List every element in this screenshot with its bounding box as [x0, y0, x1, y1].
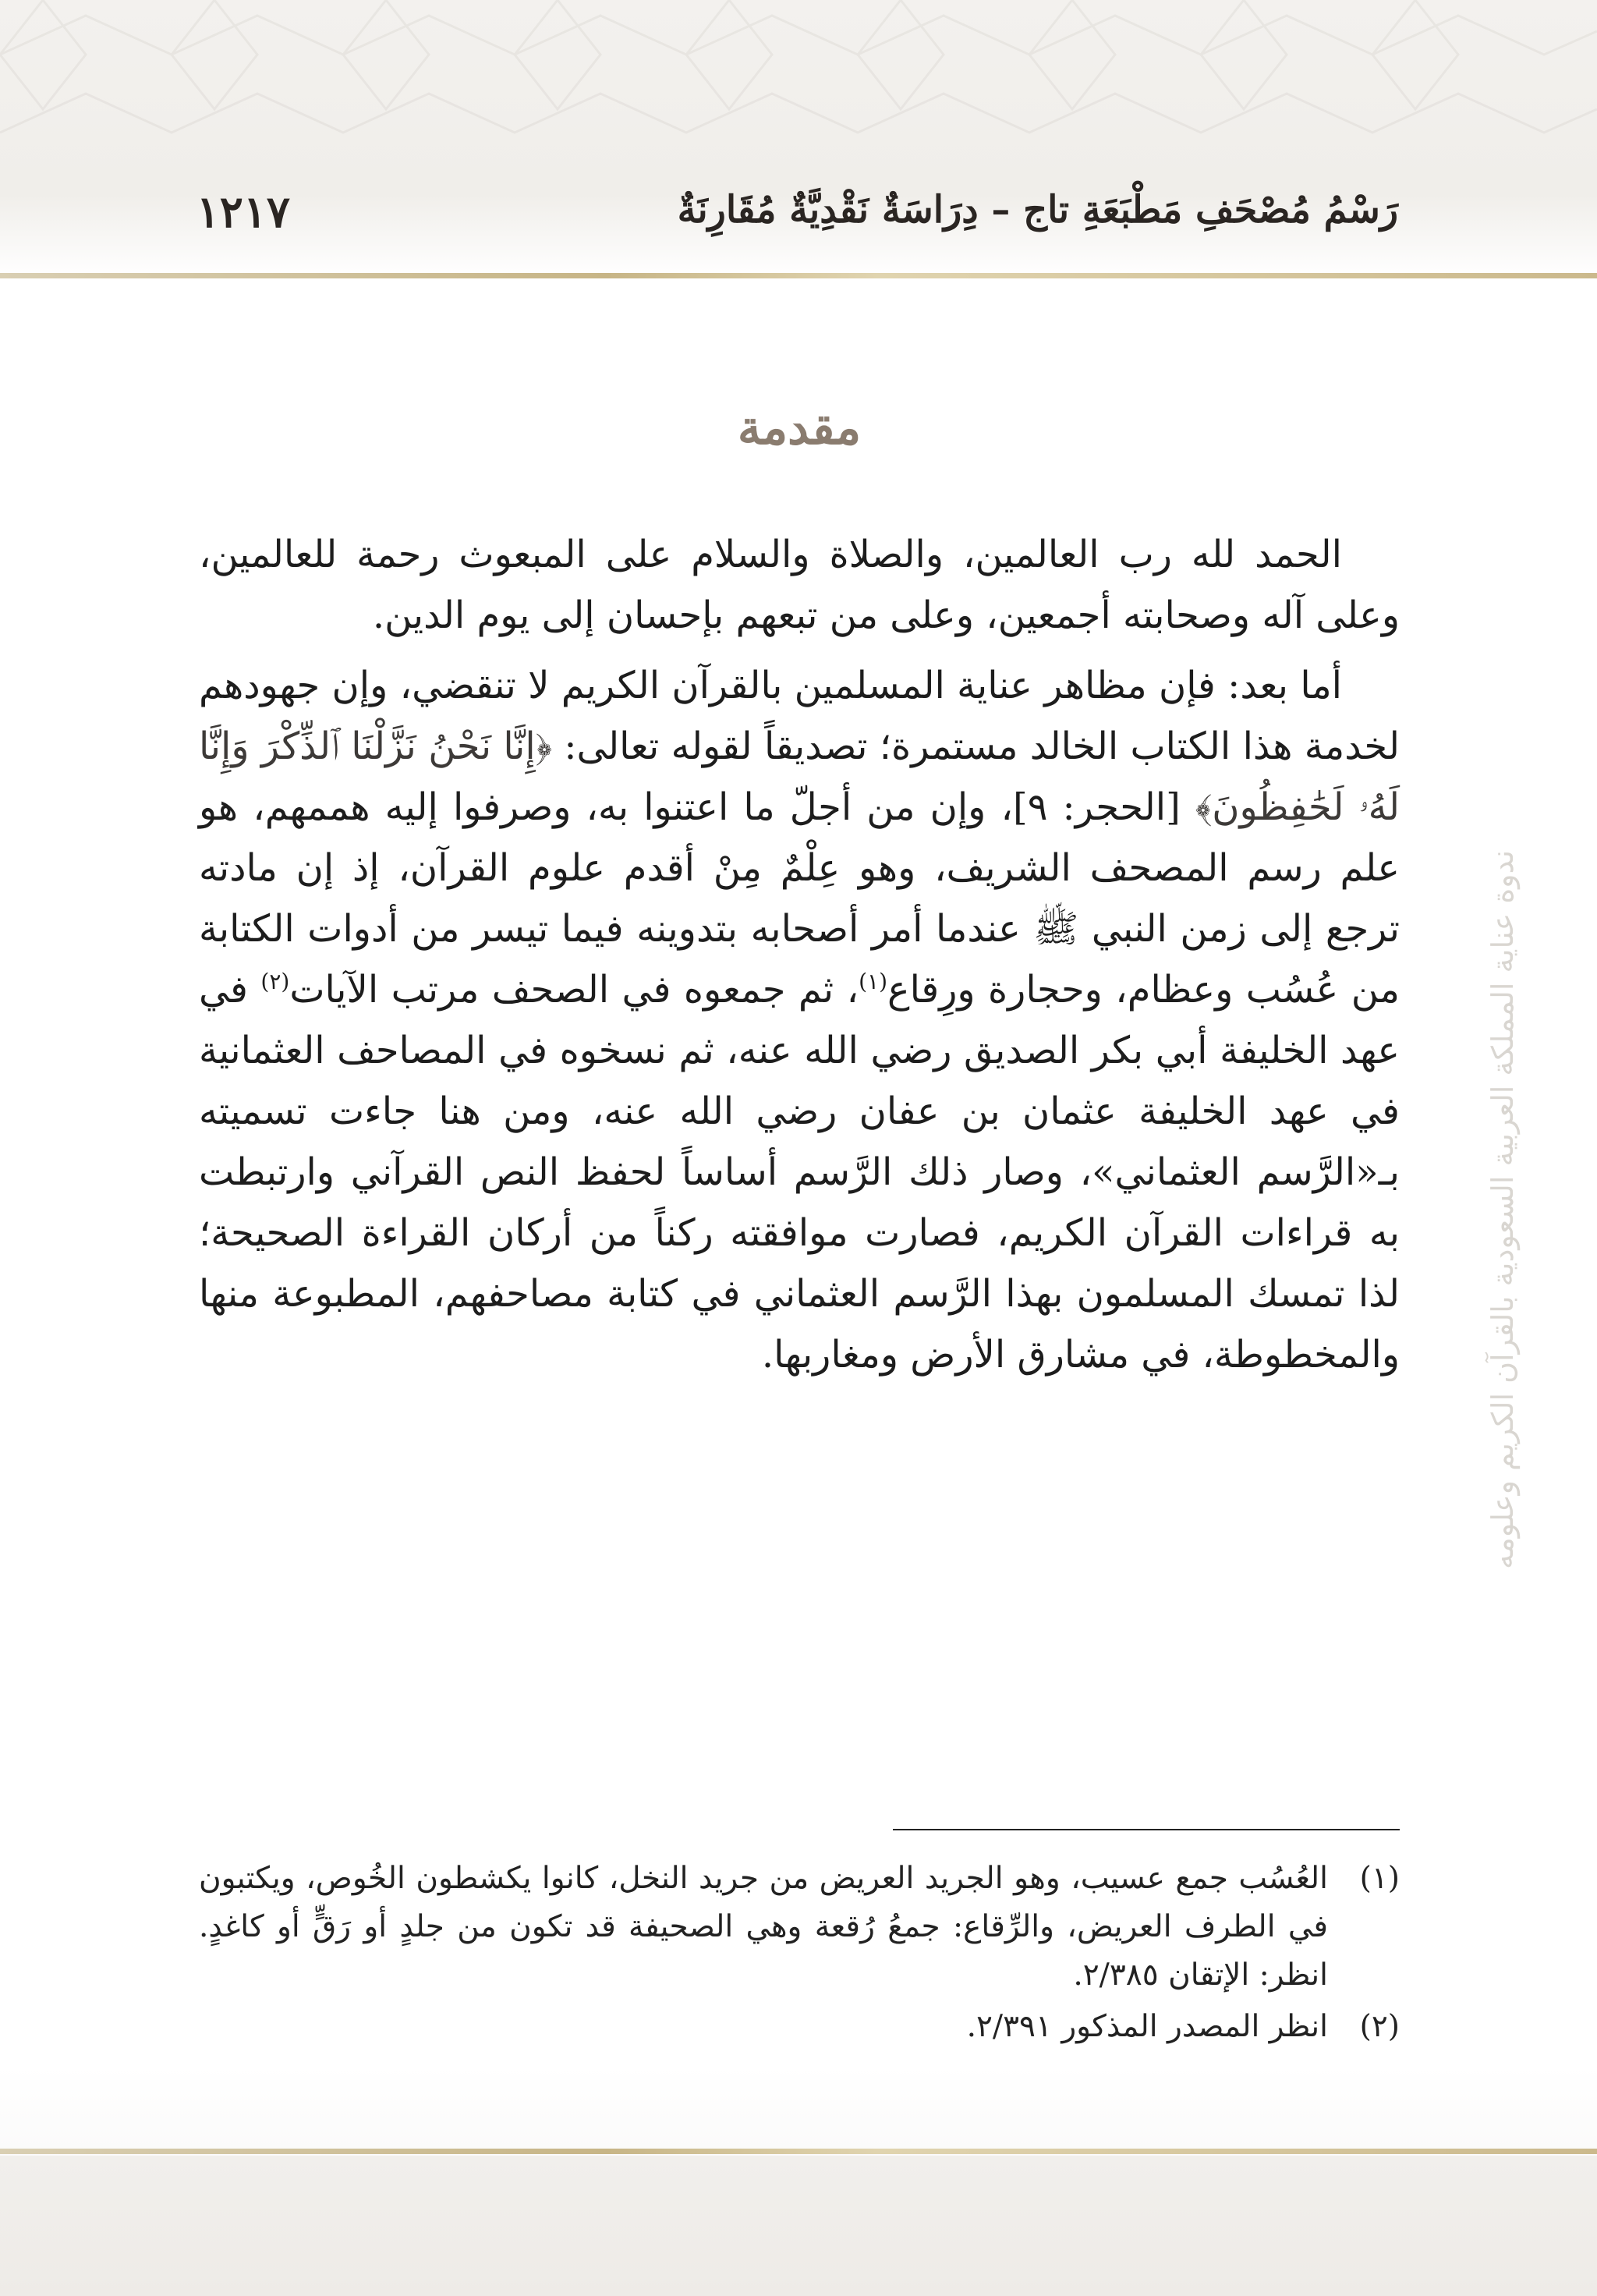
footnote-separator: [893, 1829, 1400, 1830]
body-text: [199, 524, 1400, 1385]
header-gold-rule: [0, 273, 1597, 278]
vertical-side-title: ندوة عناية المملكة العربية السعودية بالقرآن الكريم وعلومه: [1485, 850, 1520, 1570]
verse-citation: [الحجر: ٩]: [1012, 785, 1195, 829]
paragraph-text-after-reference-2: في عهد الخليفة أبي بكر الصديق رضي الله عنه، ثم نسخوه في المصاحف العثمانية في عهد الخليفة عثمان بن عفان رضي الله عنه، ومن هنا جاءت تسميته بـ«الرَّسم العثماني»، وصار ذلك الرَّسم أساساً لحفظ النص القرآني وارتبطت به قراءات القرآن الكريم، فصارت موافقته ركناً من أركان القراءة الصحيحة؛ لذا تمسك المسلمون بهذا الرَّسم العثماني في كتابة مصاحفهم، المطبوعة منها والمخطوطة، في مشارق الأرض ومغاربها.: [199, 968, 1400, 1377]
paragraph-text-after-reference-1: ، ثم جمعوه في الصحف مرتب الآيات: [289, 968, 859, 1012]
main-paragraph: [199, 655, 1400, 1385]
footnote-text-1: العُسُب جمع عسيب، وهو الجريد العريض من جريد النخل، كانوا يكشطون الخُوص، ويكتبون في الطرف العريض، والرِّقاع: جمعُ رُقعة وهي الصحيفة قد تكون من جلدٍ أو رَقٍّ أو كاغدٍ. انظر: الإتقان ٢/٣٨٥.: [199, 1861, 1328, 1993]
footnote-1: [199, 1855, 1400, 2000]
section-title: مقدمة: [737, 401, 862, 455]
running-header-title: رَسْمُ مُصْحَفِ مَطْبَعَةِ تاج – دِرَاسَةٌ نَقْدِيَّةٌ مُقَارِنَةٌ: [677, 188, 1398, 232]
page-number: ١٢١٧: [196, 186, 290, 238]
footnote-text-2: انظر المصدر المذكور ٢/٣٩١.: [966, 2009, 1328, 2044]
footnotes: [199, 1855, 1400, 2112]
footnote-2: [199, 2003, 1400, 2051]
decorative-footer-band: [0, 2156, 1597, 2296]
quran-verse: ﴿إِنَّا نَحْنُ نَزَّلْنَا ٱلذِّكْرَ وَإِنَّا لَهُۥ لَحَٰفِظُونَ﴾: [199, 725, 1400, 829]
footnote-reference-2: (٢): [260, 969, 290, 994]
footnote-number-1: (١): [1359, 1861, 1400, 1896]
intro-paragraph: الحمد لله رب العالمين، والصلاة والسلام على المبعوث رحمة للعالمين، وعلى آله وصحابته أجمعين، وعلى من تبعهم بإحسان إلى يوم الدين.: [199, 533, 1400, 637]
footnote-number-2: (٢): [1359, 2009, 1400, 2044]
footer-gold-rule: [0, 2149, 1597, 2154]
main-content: [199, 402, 1400, 1727]
paragraph-text-after-citation: ، وإن من أجلّ ما اعتنوا به، وصرفوا إليه هممهم، هو علم رسم المصحف الشريف، وهو عِلْمٌ مِنْ أقدم علوم القرآن، إذ إن مادته ترجع إلى زمن النبي ﷺ عندما أمر أصحابه بتدوينه فيما تيسر من أدوات الكتابة من عُسُب وعظام، وحجارة ورِقاع: [199, 785, 1400, 1012]
paragraph-text-before-verse: أما بعد: فإن مظاهر عناية المسلمين بالقرآن الكريم لا تنقضي، وإن جهودهم لخدمة هذا الكتاب الخالد مستمرة؛ تصديقاً لقوله تعالى:: [199, 664, 1400, 768]
footnote-reference-1: (١): [859, 969, 887, 994]
